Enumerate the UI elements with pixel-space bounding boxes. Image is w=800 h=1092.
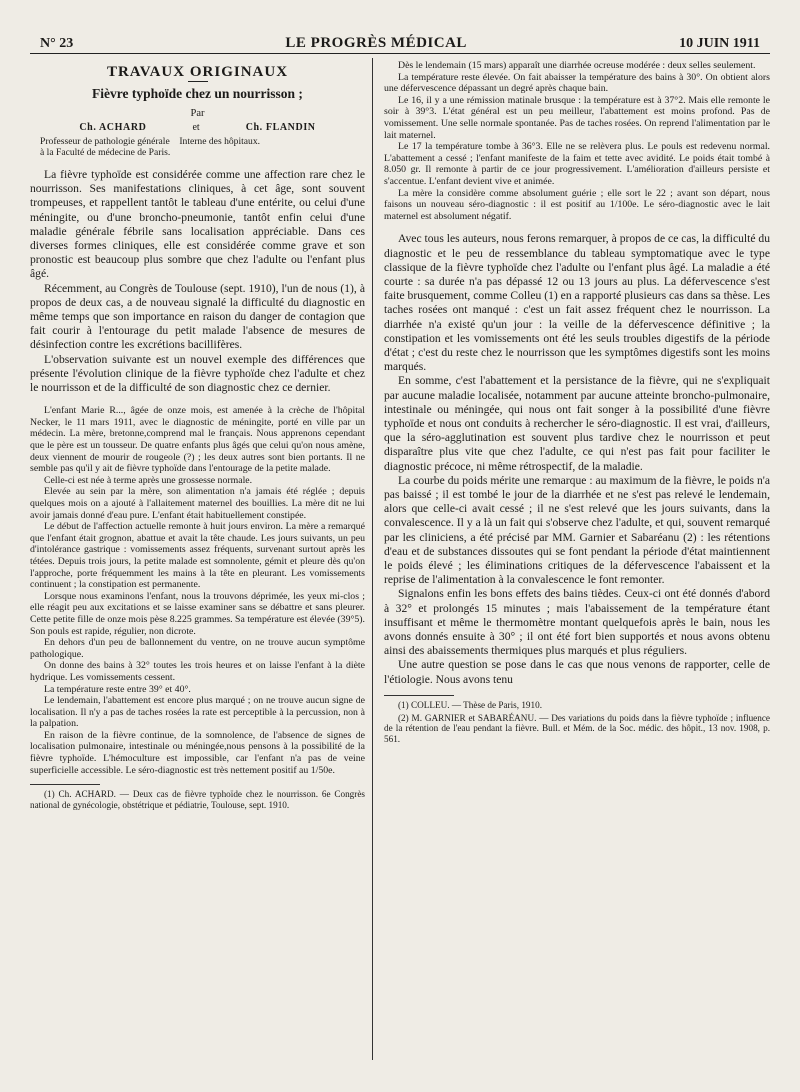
paragraph: On donne des bains à 32° toutes les trois heures et on laisse l'enfant à la diète hydrique. Les vomissements cessent. [30,660,365,683]
journal-title: LE PROGRÈS MÉDICAL [285,35,467,51]
authors [30,122,365,134]
paragraph: Elevée au sein par la mère, son alimentation n'a jamais été réglée ; depuis quelques mois on a ajouté à l'allaitement maternel des bouillies. La mère dit ne lui avoir jamais donné d'eau pure. L'enfant était habituellement constipée. [30,486,365,521]
paragraph: L'enfant Marie R..., âgée de onze mois, est amenée à la crèche de l'hôpital Necker, le 11 mars 1911, avec le diagnostic de méningite, porté en ville par un médecin. La mère, bretonne,comprend mal le français. Nous apprenons cependant que le père est un tousseur. De quatre enfants plus âgés que celui qu'on nous amène, deux viennent de mourir de rougeole (?) ; les deux autres sont bien portants. Il ne semble pas qu'il y ait de fièvre typhoïde dans l'entourage de la petite malade. [30,405,365,475]
page-number: N° 23 [40,36,74,51]
title-rule [188,81,208,82]
footnote-rule [30,784,100,785]
paragraph: L'observation suivante est un nouvel exemple des différences que présente l'évolution clinique de la fièvre typhoïde chez l'adulte et chez le nourrisson et de la difficulté de son diagnostic chez ce dernier. [30,352,365,395]
paragraph: Récemment, au Congrès de Toulouse (sept. 1910), l'un de nous (1), à propos de deux cas, a de nouveau signalé la difficulté du diagnostic en même temps que son importance en raison du danger de contagion que fait courir à l'entourage du petit malade l'absence de mesures de désinfection contre les excrétions bacillifères. [30,281,365,352]
footnote-rule [384,695,454,696]
left-column [30,60,365,813]
author-conjunction: et [192,122,200,133]
paragraph: La courbe du poids mérite une remarque : au maximum de la fièvre, le poids n'a pas baissé ; il est tombé le jour de la diarrhée et ne s'est pas relevé le lendemain, alors que celle-ci avait cessé ; il ne s'est relevé que les jours suivants, dans la convalescence. Il y a là un fait qui s'observe chez l'adulte, et qui, souvent remarqué par les cliniciens, a été précisé par MM. Garnier et Sabaréanu (2) : les rétentions d'eau et de substances dissoutes qui se font pendant la période d'état maintiennent le poids élevé ; les éliminations critiques de la défervescence l'abaissent et la reprise de l'alimentation à la convalescence le font remonter. [384,473,770,587]
byline-par: Par [190,108,205,119]
paragraph: Le début de l'affection actuelle remonte à huit jours environ. La mère a remarqué que l'enfant était grognon, abattue et avait la tête chaude. Les jours suivants, un peu d'intolérance gastrique : vomissements assez fréquents, survenant surtout après les tétées. Depuis trois jours, la petite malade est somnolente, gémit et pleure dès qu'on l'approche, porte fréquemment les mains à la tête en pleurant. Les vomissements continuent ; la constipation est permanente. [30,521,365,591]
column-divider [372,58,373,1060]
paragraph: En dehors d'un peu de ballonnement du ventre, on ne trouve aucun symptôme pathologique. [30,637,365,660]
footnotes [30,789,365,811]
section-title: TRAVAUX ORIGINAUX [106,64,289,80]
paragraph: Le 16, il y a une rémission matinale brusque : la température est à 37°2. Mais elle remonte le soir à 39°3. L'état général est un peu meilleur, l'abattement est moins profond. Pas de vomissement. Une selle normale spontanée. Pas de taches rosées. On reprend l'alimentation par le lait maternel. [384,94,770,141]
paragraph: La température reste entre 39° et 40°. [44,683,191,695]
header-rule [30,53,770,54]
footnote: (1) Ch. ACHARD. — Deux cas de fièvre typhoïde chez le nourrisson. 6e Congrès national de gynécologie, obstétrique et pédiatrie, Toulouse, sept. 1910. [30,789,365,811]
footnotes [384,700,770,745]
case-report-continued [384,60,770,222]
paragraph: Signalons enfin les bons effets des bains tièdes. Ceux-ci ont été donnés d'abord à 32° et prolongés 15 minutes ; mais l'abaissement de la température étant insuffisant et même le thermomètre montant quelquefois après le bain, nous les avons donnés ensuite à 30° ; il ont été fort bien supportés et nous avons obtenu ainsi des abaissements thermiques plus marqués et plus réguliers. [384,587,770,658]
issue-date: 10 JUIN 1911 [679,36,760,51]
paragraph: Avec tous les auteurs, nous ferons remarquer, à propos de ce cas, la difficulté du diagnostic et le peu de ressemblance du tableau symptomatique avec le type classique de la fièvre typhoïde chez l'adulte ou l'enfant plus âgé. La maladie a été courte : sa durée n'a pas dépassé 12 ou 13 jours au plus. La défervescence s'est faite brusquement, comme Colleu (1) en a rapporté plusieurs cas dans sa thèse. Les taches rosées ont manqué : c'est un fait assez fréquent chez le nourrisson. La diarrhée n'a existé qu'un jour : la veille de la défervescence définitive ; la constipation et les vomissements ont été les seuls troubles digestifs de la période d'état ; c'est du reste chez le nourrisson que les symptômes digestifs sont les moins marqués. [384,232,770,374]
paragraph: La fièvre typhoïde est considérée comme une affection rare chez le nourrisson. Ses manifestations cliniques, à cet âge, sont souvent trompeuses, et rappellent tantôt le tableau d'une entérite, ou celui d'une méningite, ou d'une broncho-pneumonie, tantôt enfin celui d'une maladie générale fébrile sans localisation appréciable. Dans ces diverses formes cliniques, elle est considérée comme grave et son pronostic est beaucoup plus sombre que chez l'adulte ou l'enfant plus âgé. [30,168,365,281]
paragraph: Le 17 la température tombe à 36°3. Elle ne se relèvera plus. Le pouls est redevenu normal. L'abattement a cessé ; l'enfant manifeste de la faim et tette avec avidité. Le poids était tombé à 8.050 gr. Il remonte à partir de ce jour progressivement. L'amélioration d'ailleurs persiste et s'accentue. L'enfant devient vive et animée. [384,141,770,187]
paragraph: Lorsque nous examinons l'enfant, nous la trouvons déprimée, les yeux mi-clos ; elle réagit peu aux excitations et se laisse examiner sans se débattre et sans pleurer. Cette petite fille de onze mois pèse 8.225 grammes. Sa température est élevée (39°5). Son pouls est rapide, régulier, non dicrote. [30,590,365,637]
paragraph: La mère la considère comme absolument guérie ; elle sort le 22 ; avant son départ, nous faisons un nouveau séro-diagnostic : il est positif au 1/100e. Le séro-diagnostic avec le lait maternel est absolument négatif. [384,187,770,222]
affiliations [40,136,365,158]
footnote: (2) M. GARNIER et SABARÉANU. — Des variations du poids dans la fièvre typhoïde ; influence de la rétention de l'eau pendant la fièvre. Bull. et Mém. de la Soc. médic. des hôpit., 13 nov. 1908, p. 561. [384,712,770,745]
author-flandin: Ch. FLANDIN [245,122,316,133]
discussion [384,232,770,687]
affiliation-line: Professeur de pathologie générale Interne des hôpitaux. [40,136,261,147]
affiliation-line: à la Faculté de médecine de Paris. [40,147,171,158]
introduction [30,168,365,395]
paragraph: En somme, c'est l'abattement et la persistance de la fièvre, qui ne s'expliquait par aucune maladie localisée, notamment par aucune atteinte broncho-pulmonaire, intestinale ou méningée, qui nous ont fait songer à la possibilité d'une fièvre typhoïde et nous ont conduits à rechercher le séro-diagnostic. Il est vrai, d'ailleurs, que la séro-agglutination est souvent plus tardive chez le nourrisson et peut disparaître plus vite que chez l'adulte, ce qui n'est pas fait pour faciliter le diagnostic précoce, ni même rétrospectif, de la maladie. [384,374,770,473]
paragraph: La température reste élevée. On fait abaisser la température des bains à 30°. On obtient alors une défervescence dépassant un degré après chaque bain. [384,71,770,95]
paragraph: Une autre question se pose dans le cas que nous venons de rapporter, celle de l'étiologie. Nous avons tenu [384,658,770,686]
author-achard: Ch. ACHARD [79,122,147,133]
case-report [30,405,365,776]
running-header [40,30,760,52]
footnote: (1) COLLEU. — Thèse de Paris, 1910. [398,699,542,710]
article-title: Fièvre typhoïde chez un nourrisson ; [92,86,303,101]
paragraph: Celle-ci est née à terme après une grossesse normale. [44,474,253,486]
paragraph: Dès le lendemain (15 mars) apparaît une diarrhée ocreuse modérée : deux selles seulement. [398,60,756,71]
paragraph: En raison de la fièvre continue, de la somnolence, de l'absence de signes de localisation pulmonaire, intestinale ou méningée,nous pensons à la possibilité de la fièvre typhoïde. L'hémoculture est impossible, car l'enfant n'a pas de veine superficielle accessible. Le séro-diagnostic est très nettement positif au 1/50e. [30,729,365,776]
paragraph: Le lendemain, l'abattement est encore plus marqué ; on ne trouve aucun signe de localisation. Il n'y a pas de taches rosées la rate est perceptible à la percussion, non à la palpation. [30,695,365,730]
right-column [384,60,770,747]
